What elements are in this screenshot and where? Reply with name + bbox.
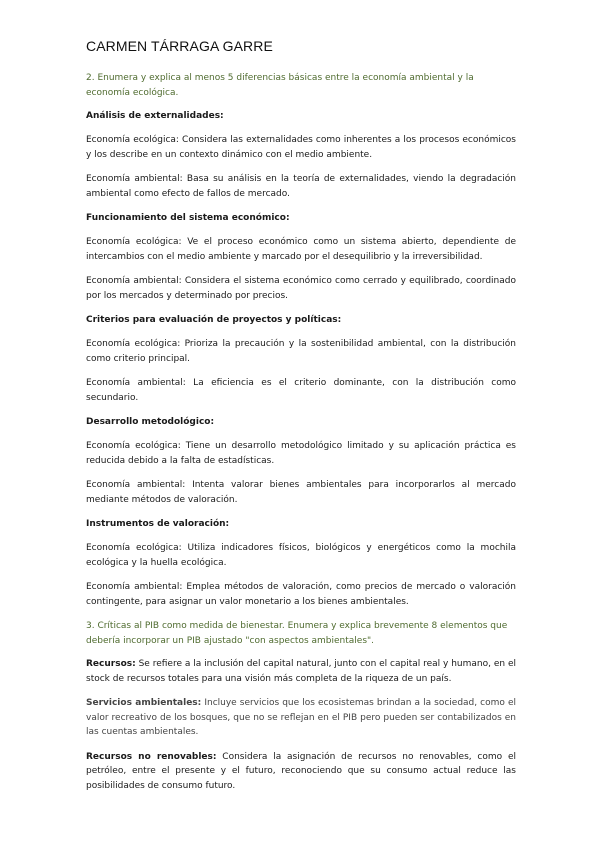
item-text: Incluye servicios que los ecosistemas brindan a la sociedad, como el valor recreativo de los bosques, que no se reflejan en el PIB pero pueden ser contabilizados en las cuentas ambientales. — [86, 698, 516, 737]
ecologica-paragraph: Economía ecológica: Utiliza indicadores físicos, biológicos y energéticos como la mochila ecológica y la huella ecológica. — [86, 543, 516, 568]
section-externalidades — [86, 109, 516, 201]
ambiental-paragraph: Economía ambiental: Basa su análisis en la teoría de externalidades, viendo la degradación ambiental como efecto de fallos de mercado. — [86, 174, 516, 199]
question-2: 2. Enumera y explica al menos 5 diferencias básicas entre la economía ambiental y la economía ecológica. — [86, 73, 474, 98]
item-recursos-no-renovables — [86, 750, 516, 794]
item-term: Recursos no renovables: — [86, 751, 217, 762]
section-instrumentos — [86, 517, 516, 609]
ambiental-paragraph: Economía ambiental: Considera el sistema económico como cerrado y equilibrado, coordinado por los mercados y determinado por precios. — [86, 276, 516, 301]
ecologica-paragraph: Economía ecológica: Tiene un desarrollo metodológico limitado y su aplicación práctica es reducida debido a la falta de estadísticas. — [86, 441, 516, 466]
item-text: Se refiere a la inclusión del capital natural, junto con el capital real y humano, en el stock de recursos totales para una visión más completa de la riqueza de un país. — [86, 659, 516, 684]
section-heading: Desarrollo metodológico: — [86, 417, 215, 427]
item-term: Recursos: — [86, 659, 136, 669]
section-desarrollo — [86, 415, 516, 507]
ambiental-paragraph: Economía ambiental: La eficiencia es el criterio dominante, con la distribución como secundario. — [86, 378, 516, 403]
question-3: 3. Críticas al PIB como medida de bienestar. Enumera y explica brevemente 8 elementos que debería incorporar un PIB ajustado "con aspectos ambientales". — [86, 621, 508, 646]
document-body — [86, 71, 516, 803]
item-term: Servicios ambientales: — [86, 698, 202, 708]
section-criterios — [86, 313, 516, 405]
item-recursos — [86, 657, 516, 686]
section-heading: Instrumentos de valoración: — [86, 519, 230, 529]
section-heading: Análisis de externalidades: — [86, 111, 224, 121]
ambiental-paragraph: Economía ambiental: Intenta valorar bienes ambientales para incorporarlos al mercado mediante métodos de valoración. — [86, 480, 516, 505]
item-servicios-ambientales — [86, 696, 516, 740]
author-name: CARMEN TÁRRAGA GARRE — [86, 38, 273, 54]
item-text: Considera la asignación de recursos no renovables, como el petróleo, entre el presente y el futuro, reconociendo que su consumo actual reduce las posibilidades de consumo futuro. — [86, 751, 516, 791]
ecologica-paragraph: Economía ecológica: Ve el proceso económico como un sistema abierto, dependiente de intercambios con el medio ambiente y marcado por el desequilibrio y la irreversibilidad. — [86, 237, 516, 262]
ambiental-paragraph: Economía ambiental: Emplea métodos de valoración, como precios de mercado o valoración contingente, para asignar un valor monetario a los bienes ambientales. — [86, 582, 516, 607]
section-funcionamiento — [86, 211, 516, 303]
ecologica-paragraph: Economía ecológica: Considera las externalidades como inherentes a los procesos económicos y los describe en un contexto dinámico con el medio ambiente. — [86, 135, 516, 160]
section-heading: Funcionamiento del sistema económico: — [86, 213, 290, 223]
ecologica-paragraph: Economía ecológica: Prioriza la precaución y la sostenibilidad ambiental, con la distribución como criterio principal. — [86, 339, 516, 364]
section-heading: Criterios para evaluación de proyectos y políticas: — [86, 315, 342, 325]
